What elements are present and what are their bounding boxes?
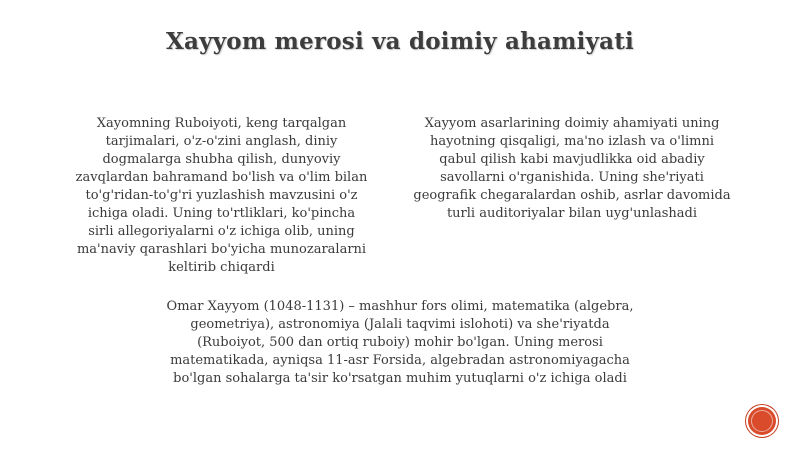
slide-title: Xayyom merosi va doimiy ahamiyati xyxy=(166,28,634,55)
circle-nav-icon xyxy=(751,410,773,432)
right-text-block: Xayyom asarlarining doimiy ahamiyati uning hayotning qisqaligi, ma'no izlash va o'limni qabul qilish kabi mavjudlikka oid abadiy savollarni o'rganishida. Uning she'riyati geografik chegaralardan oshib, asrlar davomida turli auditoriyalar bilan uyg'unlashadi xyxy=(413,116,731,221)
next-slide-button[interactable] xyxy=(748,407,776,435)
bottom-text-block: Omar Xayyom (1048-1131) – mashhur fors olimi, matematika (algebra, geometriya), astronomiya (Jalali taqvimi islohoti) va she'riyatda (Ruboiyot, 500 dan ortiq ruboiy) mohir bo'lgan. Uning merosi matematikada, ayniqsa 11-asr Forsida, algebradan astronomiyagacha bo'lgan sohalarga ta'sir ko'rsatgan muhim yutuqlarni o'z ichiga oladi xyxy=(166,299,634,386)
left-text-block: Xayomning Ruboiyoti, keng tarqalgan tarjimalari, o'z-o'zini anglash, diniy dogmalarga shubha qilish, dunyoviy zavqlardan bahramand bo'lish va o'lim bilan to'g'ridan-to'g'ri yuzlashish mavzusini o'z ichiga oladi. Uning to'rtliklari, ko'pincha sirli allegoriyalarni o'z ichiga olib, uning ma'naviy qarashlari bo'yicha munozaralarni keltirib chiqardi xyxy=(75,116,368,275)
